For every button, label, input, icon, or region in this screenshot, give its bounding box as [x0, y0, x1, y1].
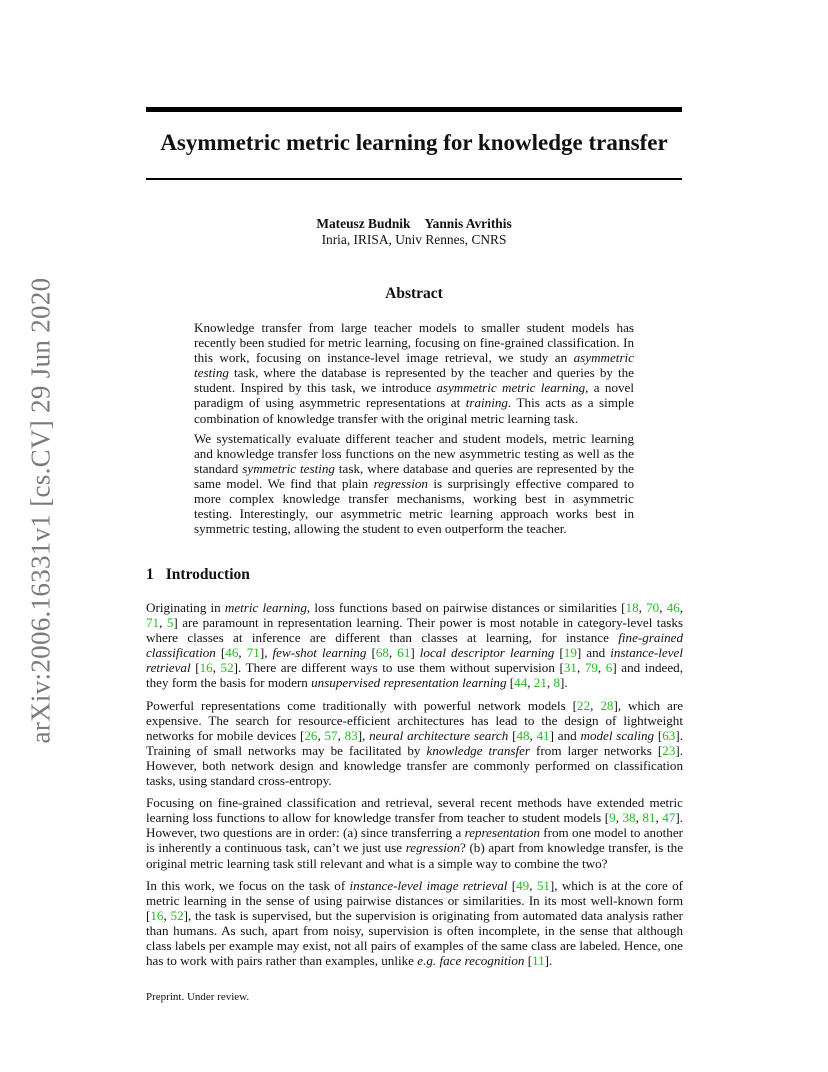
paper-title: Asymmetric metric learning for knowledge transfer: [160, 130, 668, 155]
affiliation: Inria, IRISA, Univ Rennes, CNRS: [321, 232, 507, 247]
section-number: 1: [146, 566, 154, 583]
arxiv-watermark: [20, 277, 62, 743]
section-heading: [146, 566, 250, 584]
arxiv-id: arXiv:2006.16331v1 [cs.CV] 29 Jun 2020: [25, 277, 56, 743]
body-paragraph: Originating in metric learning, loss functions based on pairwise distances or similarities [18, 70, 46, 71, 5] are paramount in representation learning. Their power is most notable in category-level tasks where classes at inference are different than classes at learning, for instance fine-grained classification [46, 71], few-shot learning [68, 61] local descriptor learning [19] and instance-level retrieval [16, 52]. There are different ways to use them without supervision [31, 79, 6] and indeed, they form the basis for modern unsupervised representation learning [44, 21, 8].: [146, 600, 684, 691]
footer-note: Preprint. Under review.: [146, 991, 250, 1003]
abstract-paragraph: Knowledge transfer from large teacher models to smaller student models has recently been studied for metric learning, focusing on fine-grained classification. In this work, focusing on instance-level image retrieval, we study an asymmetric testing task, where the database is represented by the teacher and queries by the student. Inspired by this task, we introduce asymmetric metric learning, a novel paradigm of using asymmetric representations at training. This acts as a simple combination of knowledge transfer with the original metric learning task.: [194, 320, 634, 426]
author-name: Yannis Avrithis: [424, 216, 512, 231]
body-paragraph: Powerful representations come traditionally with powerful network models [22, 28], which are expensive. The search for resource-efficient architectures has lead to the design of lightweight networks for mobile devices [26, 57, 83], neural architecture search [48, 41] and model scaling [63]. Training of small networks may be facilitated by knowledge transfer from larger networks [23]. However, both network design and knowledge transfer are commonly performed on classification tasks, using standard cross-entropy.: [146, 697, 684, 789]
body-paragraph: In this work, we focus on the task of instance-level image retrieval [49, 51], which is at the core of metric learning in the sense of using pairwise distances or similarities. In its most well-known form [16, 52], the task is supervised, but the supervision is originating from automated data analysis rather than humans. As such, apart from noisy, supervision is often incomplete, in the sense that although class labels per example may exist, not all pairs of examples of the same class are labeled. Hence, one has to work with pairs rather than examples, unlike e.g. face recognition [11].: [146, 877, 684, 969]
title-top-rule: [146, 107, 682, 112]
title-bottom-rule: [146, 178, 682, 180]
introduction-body: [146, 600, 683, 975]
body-paragraph: Focusing on fine-grained classification and retrieval, several recent methods have extended metric learning loss functions to allow for knowledge transfer from teacher to student models [9, 38, 81, 47]. However, two questions are in order: (a) since transferring a representation from one model to another is inherently a continuous task, can’t we just use regression? (b) apart from knowledge transfer, is the original metric learning task still relevant and what is a simple way to combine the two?: [146, 795, 684, 871]
abstract-body: [194, 320, 634, 541]
author-name: Mateusz Budnik: [316, 216, 411, 231]
abstract-paragraph: We systematically evaluate different teacher and student models, metric learning and knowledge transfer loss functions on the new asymmetric testing as well as the standard symmetric testing task, where database and queries are represented by the same model. We find that plain regression is surprisingly effective compared to more complex knowledge transfer mechanisms, working best in asymmetric testing. Interestingly, our asymmetric metric learning approach works best in symmetric testing, allowing the student to even outperform the teacher.: [194, 430, 634, 537]
abstract-heading: Abstract: [385, 285, 443, 302]
author-block: [146, 216, 682, 248]
section-title: Introduction: [165, 566, 250, 583]
author-names: [146, 216, 682, 232]
